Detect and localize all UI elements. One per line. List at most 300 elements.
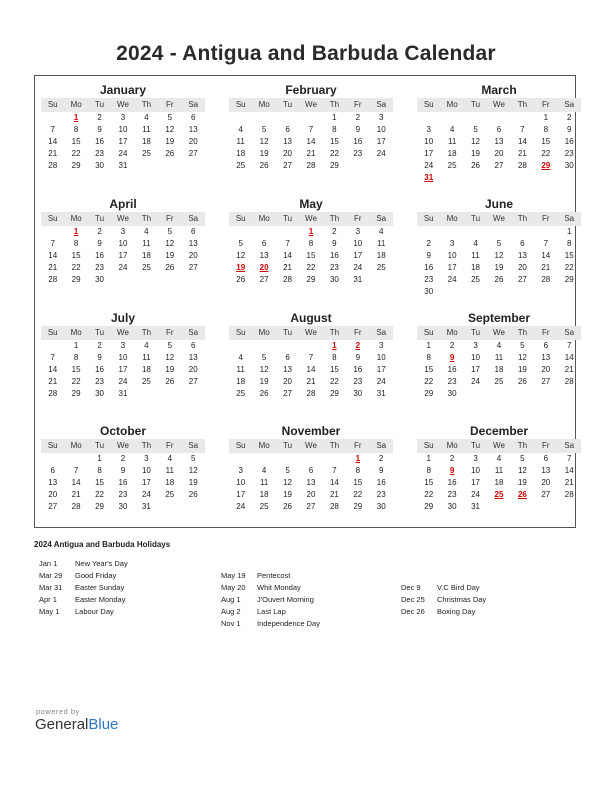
holiday-item <box>221 594 320 606</box>
day-cell: 9 <box>426 251 431 260</box>
holiday-name: Last Lap <box>257 607 286 616</box>
weekday-header <box>229 212 393 226</box>
day-cell: 11 <box>377 239 386 248</box>
day-cell: 25 <box>494 377 504 386</box>
day-cell: 18 <box>447 149 457 158</box>
day-cell: 26 <box>283 502 292 511</box>
day-cell: 14 <box>329 478 339 487</box>
day-cell: 26 <box>517 377 527 386</box>
weekday-label: We <box>305 214 317 223</box>
day-cell: 12 <box>236 251 246 260</box>
day-cell: 13 <box>283 137 292 146</box>
weekday-header <box>229 98 393 112</box>
weekday-header <box>417 326 581 340</box>
week-row <box>417 489 581 501</box>
day-cell: 11 <box>236 365 245 374</box>
month-name: September <box>467 311 531 325</box>
day-cell: 1 <box>426 454 431 463</box>
empty-cell <box>64 453 87 465</box>
empty-cell <box>487 226 510 238</box>
day-cell: 30 <box>329 275 339 284</box>
week-row <box>417 172 581 184</box>
empty-cell <box>464 172 487 184</box>
day-cell: 1 <box>426 341 431 350</box>
week-row <box>417 388 581 400</box>
weekday-header <box>417 98 581 112</box>
day-cell: 22 <box>541 149 551 158</box>
week-row <box>417 453 581 465</box>
day-cell: 25 <box>471 275 480 284</box>
day-cell: 3 <box>473 341 478 350</box>
month-name: August <box>290 311 332 325</box>
empty-cell <box>511 112 534 124</box>
day-cell: 23 <box>329 263 339 272</box>
day-cell: 13 <box>283 365 292 374</box>
weekday-label: Su <box>47 214 58 223</box>
day-cell: 8 <box>73 239 79 248</box>
empty-cell <box>487 388 510 400</box>
holiday-name: V.C Bird Day <box>437 583 480 592</box>
weekday-label: Su <box>423 214 434 223</box>
day-cell: 28 <box>564 490 574 499</box>
weekday-label: Fr <box>354 100 362 109</box>
day-cell: 18 <box>494 365 504 374</box>
holiday-name: Labour Day <box>75 607 114 616</box>
empty-cell <box>346 160 369 172</box>
day-cell: 7 <box>520 125 525 134</box>
week-row <box>229 136 393 148</box>
month-name: July <box>110 311 135 325</box>
day-cell: 12 <box>517 466 527 475</box>
day-cell: 28 <box>48 275 58 284</box>
day-cell: 25 <box>259 502 269 511</box>
day-cell: 31 <box>353 275 363 284</box>
day-cell: 19 <box>259 149 269 158</box>
weekday-header <box>41 212 205 226</box>
weekday-label: Fr <box>354 328 362 337</box>
day-cell: 20 <box>306 490 316 499</box>
day-cell: 13 <box>494 137 504 146</box>
holiday-date: Mar 29 <box>39 571 63 580</box>
day-cell: 8 <box>73 125 79 134</box>
empty-cell <box>440 226 463 238</box>
weekday-label: Sa <box>564 328 575 337</box>
holiday-column <box>39 558 128 618</box>
day-cell: 22 <box>353 490 363 499</box>
week-row <box>41 112 205 124</box>
day-cell: 15 <box>329 137 339 146</box>
holiday-date: May 20 <box>221 583 246 592</box>
day-cell: 3 <box>379 113 384 122</box>
day-cell: 16 <box>424 263 434 272</box>
day-cell: 22 <box>95 490 104 499</box>
holiday-name: Independence Day <box>257 619 320 628</box>
weekday-label: Th <box>329 214 340 223</box>
day-cell: 2 <box>332 227 337 236</box>
day-cell: 26 <box>494 275 504 284</box>
day-cell: 9 <box>97 125 102 134</box>
day-cell: 8 <box>97 466 102 475</box>
week-row <box>417 160 581 172</box>
week-row <box>229 477 393 489</box>
empty-cell <box>135 160 158 172</box>
holiday-day-cell: 19 <box>236 263 246 272</box>
day-cell: 14 <box>283 251 292 260</box>
week-row <box>417 148 581 160</box>
day-cell: 6 <box>191 341 196 350</box>
day-cell: 18 <box>141 365 151 374</box>
week-row <box>229 364 393 376</box>
week-row <box>41 453 205 465</box>
day-cell: 23 <box>95 377 104 386</box>
day-cell: 31 <box>118 161 128 170</box>
month-september <box>417 310 581 400</box>
day-cell: 24 <box>141 490 151 499</box>
day-cell: 20 <box>48 490 58 499</box>
day-cell: 23 <box>376 490 386 499</box>
weekday-label: We <box>493 441 505 450</box>
day-cell: 26 <box>165 149 175 158</box>
holiday-name: J'Ouvert Morning <box>257 595 314 604</box>
holiday-date: Aug 2 <box>221 607 241 616</box>
day-cell: 4 <box>144 227 149 236</box>
day-cell: 31 <box>141 502 151 511</box>
day-cell: 19 <box>517 365 527 374</box>
day-cell: 19 <box>494 263 504 272</box>
day-cell: 29 <box>329 161 339 170</box>
day-cell: 21 <box>517 149 527 158</box>
empty-cell <box>534 226 557 238</box>
day-cell: 28 <box>564 377 574 386</box>
day-cell: 10 <box>118 239 128 248</box>
holiday-day-cell: 2 <box>355 341 361 350</box>
month-august <box>229 310 393 400</box>
week-row <box>417 352 581 364</box>
day-cell: 21 <box>306 149 316 158</box>
day-cell: 11 <box>447 137 457 146</box>
day-cell: 22 <box>71 263 81 272</box>
week-row <box>41 465 205 477</box>
day-cell: 12 <box>259 365 269 374</box>
day-cell: 15 <box>306 251 316 260</box>
day-cell: 18 <box>471 263 480 272</box>
day-cell: 29 <box>306 275 316 284</box>
week-row <box>229 238 393 250</box>
day-cell: 23 <box>353 377 363 386</box>
empty-cell <box>276 340 299 352</box>
day-cell: 30 <box>353 389 363 398</box>
empty-cell <box>182 501 205 513</box>
day-cell: 25 <box>141 149 151 158</box>
day-cell: 7 <box>50 239 55 248</box>
day-cell: 9 <box>120 466 126 475</box>
day-cell: 21 <box>541 263 551 272</box>
week-row <box>229 250 393 262</box>
day-cell: 18 <box>141 137 151 146</box>
empty-cell <box>229 112 252 124</box>
day-cell: 17 <box>471 478 480 487</box>
day-cell: 26 <box>259 161 269 170</box>
day-cell: 15 <box>541 137 551 146</box>
weekday-label: Tu <box>95 214 105 223</box>
day-cell: 3 <box>379 341 384 350</box>
day-cell: 8 <box>543 125 549 134</box>
day-cell: 22 <box>424 490 434 499</box>
powered-by-label: powered by <box>36 707 80 716</box>
day-cell: 31 <box>471 502 480 511</box>
weekday-label: Tu <box>471 328 481 337</box>
day-cell: 29 <box>71 275 81 284</box>
day-cell: 23 <box>424 275 434 284</box>
day-cell: 21 <box>564 365 574 374</box>
month-name: March <box>481 83 517 97</box>
day-cell: 10 <box>118 125 128 134</box>
month-name: June <box>484 197 513 211</box>
day-cell: 15 <box>71 365 81 374</box>
holiday-item <box>39 558 128 570</box>
weekday-label: We <box>493 328 505 337</box>
day-cell: 22 <box>564 263 574 272</box>
day-cell: 10 <box>376 353 386 362</box>
day-cell: 24 <box>471 377 480 386</box>
weekday-label: Fr <box>166 328 174 337</box>
holiday-item <box>221 582 320 594</box>
day-cell: 31 <box>376 389 386 398</box>
day-cell: 15 <box>564 251 574 260</box>
week-row <box>41 352 205 364</box>
day-cell: 12 <box>188 466 198 475</box>
day-cell: 28 <box>71 502 81 511</box>
day-cell: 29 <box>424 389 434 398</box>
weekday-label: We <box>493 100 505 109</box>
empty-cell <box>182 388 205 400</box>
day-cell: 5 <box>520 454 525 463</box>
holiday-item <box>221 606 320 618</box>
holiday-item <box>39 570 128 582</box>
day-cell: 8 <box>426 466 431 475</box>
day-cell: 5 <box>191 454 196 463</box>
holiday-name: Whit Monday <box>257 583 301 592</box>
day-cell: 27 <box>188 377 198 386</box>
day-cell: 19 <box>471 149 480 158</box>
day-cell: 10 <box>353 239 363 248</box>
day-cell: 7 <box>543 239 549 248</box>
holiday-item <box>221 570 320 582</box>
day-cell: 28 <box>48 161 58 170</box>
empty-cell <box>511 501 534 513</box>
day-cell: 5 <box>520 341 525 350</box>
day-cell: 24 <box>447 275 457 284</box>
weekday-label: Th <box>141 214 152 223</box>
empty-cell <box>417 226 440 238</box>
weekday-label: Fr <box>542 214 550 223</box>
day-cell: 15 <box>95 478 104 487</box>
day-cell: 15 <box>424 478 434 487</box>
day-cell: 27 <box>48 502 58 511</box>
day-cell: 18 <box>494 478 504 487</box>
holiday-day-cell: 1 <box>308 227 314 236</box>
day-cell: 13 <box>48 478 58 487</box>
day-cell: 23 <box>95 149 104 158</box>
weekday-label: Sa <box>376 214 387 223</box>
day-cell: 7 <box>285 239 290 248</box>
day-cell: 9 <box>332 239 337 248</box>
day-cell: 10 <box>236 478 246 487</box>
weekday-label: Sa <box>376 328 387 337</box>
day-cell: 6 <box>496 125 502 134</box>
weekday-label: Su <box>47 100 58 109</box>
day-cell: 8 <box>73 353 79 362</box>
empty-cell <box>111 274 134 286</box>
week-row <box>229 453 393 465</box>
day-cell: 22 <box>329 377 339 386</box>
week-row <box>229 352 393 364</box>
day-cell: 2 <box>567 113 572 122</box>
holiday-day-cell: 1 <box>73 227 79 236</box>
day-cell: 5 <box>285 466 290 475</box>
holiday-column <box>221 570 320 630</box>
day-cell: 20 <box>188 137 198 146</box>
day-cell: 16 <box>95 137 104 146</box>
day-cell: 19 <box>165 365 175 374</box>
day-cell: 27 <box>541 490 551 499</box>
empty-cell <box>299 453 322 465</box>
day-cell: 27 <box>494 161 504 170</box>
day-cell: 16 <box>118 478 128 487</box>
day-cell: 30 <box>447 502 457 511</box>
day-cell: 12 <box>165 125 175 134</box>
holiday-name: Pentecost <box>257 571 291 580</box>
weekday-label: We <box>117 214 129 223</box>
holidays-heading: 2024 Antigua and Barbuda Holidays <box>34 540 171 549</box>
day-cell: 24 <box>236 502 246 511</box>
day-cell: 8 <box>567 239 572 248</box>
holiday-date: Jan 1 <box>39 559 58 568</box>
weekday-label: Th <box>517 441 528 450</box>
day-cell: 12 <box>165 239 175 248</box>
empty-cell <box>299 112 322 124</box>
empty-cell <box>182 160 205 172</box>
day-cell: 13 <box>259 251 269 260</box>
day-cell: 4 <box>473 239 478 248</box>
day-cell: 8 <box>426 353 431 362</box>
month-october <box>41 423 205 513</box>
day-cell: 21 <box>48 377 58 386</box>
day-cell: 28 <box>517 161 527 170</box>
day-cell: 8 <box>332 125 337 134</box>
day-cell: 13 <box>188 239 198 248</box>
empty-cell <box>534 501 557 513</box>
day-cell: 19 <box>188 478 198 487</box>
weekday-label: We <box>305 328 317 337</box>
day-cell: 13 <box>541 353 551 362</box>
weekday-label: Th <box>517 214 528 223</box>
week-row <box>41 340 205 352</box>
empty-cell <box>41 453 64 465</box>
weekday-label: Tu <box>283 441 293 450</box>
holiday-day-cell: 1 <box>355 454 361 463</box>
empty-cell <box>511 172 534 184</box>
day-cell: 17 <box>118 251 128 260</box>
week-row <box>417 340 581 352</box>
weekday-label: Su <box>47 441 58 450</box>
weekday-label: Tu <box>471 100 481 109</box>
month-name: April <box>109 197 137 211</box>
day-cell: 28 <box>329 502 339 511</box>
empty-cell <box>464 388 487 400</box>
day-cell: 2 <box>379 454 384 463</box>
week-row <box>41 262 205 274</box>
day-cell: 5 <box>167 113 173 122</box>
weekday-label: Sa <box>188 328 199 337</box>
week-row <box>41 274 205 286</box>
holiday-day-cell: 26 <box>517 490 527 499</box>
day-cell: 25 <box>236 161 246 170</box>
day-cell: 4 <box>496 341 502 350</box>
empty-cell <box>158 501 181 513</box>
empty-cell <box>229 340 252 352</box>
weekday-label: Sa <box>376 100 387 109</box>
holiday-day-cell: 1 <box>332 341 337 350</box>
day-cell: 14 <box>564 466 574 475</box>
weekday-header <box>229 439 393 453</box>
weekday-label: Th <box>141 328 152 337</box>
day-cell: 13 <box>541 466 551 475</box>
day-cell: 17 <box>236 490 246 499</box>
day-cell: 21 <box>564 478 574 487</box>
week-row <box>41 501 205 513</box>
week-row <box>229 274 393 286</box>
week-row <box>229 148 393 160</box>
day-cell: 15 <box>424 365 434 374</box>
day-cell: 7 <box>308 353 314 362</box>
empty-cell <box>276 226 299 238</box>
holiday-date: Mar 31 <box>39 583 63 592</box>
day-cell: 24 <box>118 377 128 386</box>
day-cell: 7 <box>567 341 572 350</box>
day-cell: 11 <box>259 478 269 487</box>
weekday-label: Th <box>517 328 528 337</box>
day-cell: 29 <box>564 275 574 284</box>
holiday-name: Easter Sunday <box>75 583 125 592</box>
day-cell: 24 <box>353 263 363 272</box>
empty-cell <box>370 160 393 172</box>
weekday-label: Sa <box>376 441 387 450</box>
day-cell: 16 <box>564 137 574 146</box>
holiday-item <box>221 618 320 630</box>
day-cell: 24 <box>118 263 128 272</box>
day-cell: 4 <box>144 341 149 350</box>
day-cell: 9 <box>567 125 572 134</box>
month-name: November <box>281 424 341 438</box>
day-cell: 27 <box>259 275 269 284</box>
day-cell: 14 <box>48 251 58 260</box>
week-row <box>417 501 581 513</box>
day-cell: 29 <box>95 502 104 511</box>
weekday-label: Th <box>141 441 152 450</box>
brand-logo[interactable] <box>35 716 118 733</box>
holiday-name: Christmas Day <box>437 595 487 604</box>
day-cell: 28 <box>48 389 58 398</box>
week-row <box>417 250 581 262</box>
day-cell: 15 <box>329 365 339 374</box>
day-cell: 17 <box>353 251 363 260</box>
day-cell: 4 <box>261 466 267 475</box>
holiday-date: Apr 1 <box>39 595 57 604</box>
month-january <box>41 82 205 172</box>
week-row <box>41 489 205 501</box>
day-cell: 22 <box>329 149 339 158</box>
